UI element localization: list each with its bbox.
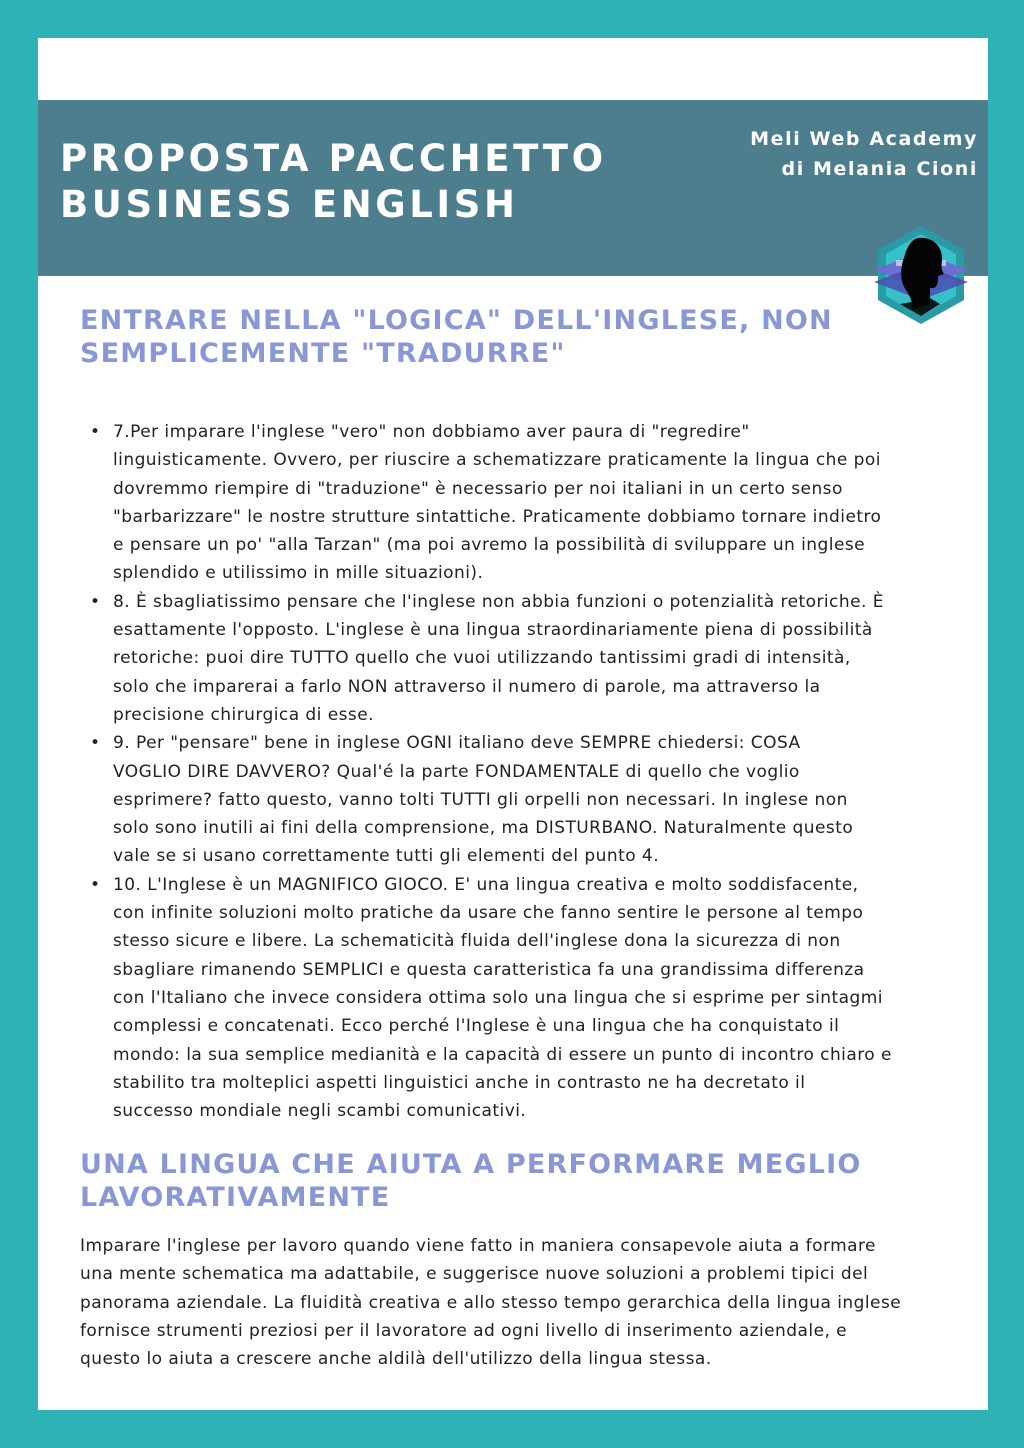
list-item-line: esprimere? fatto questo, vanno tolti TUTTI gli orpelli non necessari. In inglese non [113,789,848,810]
brand-name-line: di Melania Cioni [781,158,978,180]
list-item-line: successo mondiale negli scambi comunicativi. [113,1101,527,1122]
list-item-line: 9. Per "pensare" bene in inglese OGNI italiano deve SEMPRE chiedersi: COSA [113,733,801,754]
list-item-line: solo che imparerai a farlo NON attraverso il numero di parole, ma attraverso la [113,676,821,697]
section-heading-line: SEMPLICEMENTE "TRADURRE" [80,338,566,369]
list-item-line: VOGLIO DIRE DAVVERO? Qual'é la parte FONDAMENTALE di quello che voglio [113,761,800,782]
section-heading-line: LAVORATIVAMENTE [80,1182,391,1213]
bullet-marker: • [90,874,101,895]
list-item-line: stabilito tra molteplici aspetti linguistici anche in contrasto ne ha decretato il [113,1072,806,1093]
list-item [90,588,960,729]
paragraph-line: questo lo aiuta a crescere anche aldilà dell'utilizzo della lingua stessa. [80,1349,712,1370]
list-item [90,729,960,870]
list-item-line: 8. È sbagliatissimo pensare che l'inglese non abbia funzioni o potenzialità retoriche. È [113,591,884,612]
list-item-line: esattamente l'opposto. L'inglese è una lingua straordinariamente piena di possibilità [113,620,873,641]
body-paragraph [80,1232,960,1373]
list-item-line: retoriche: puoi dire TUTTO quello che vuoi utilizzando tantissimi gradi di intensità, [113,648,851,669]
paragraph-line: fornisce strumenti preziosi per il lavoratore ad ogni livello di inserimento aziendale, e [80,1320,848,1341]
section-heading [80,1148,940,1214]
list-item-line: con l'Italiano che invece considera ottima solo una lingua che si esprime per sintagmi [113,987,883,1008]
list-item-line: mondo: la sua semplice medianità e la capacità di essere un punto di incontro chiaro e [113,1044,892,1065]
list-item-line: con infinite soluzioni molto pratiche da usare che fanno sentire le persone al tempo [113,903,864,924]
list-item-line: 10. L'Inglese è un MAGNIFICO GIOCO. E' una lingua creativa e molto soddisfacente, [113,874,859,895]
list-item-line: precisione chirurgica di esse. [113,704,374,725]
document-title [60,136,680,228]
list-item-line: e pensare un po' "alla Tarzan" (ma poi avremo la possibilità di sviluppare un inglese [113,535,866,556]
list-item-line: complessi e concatenati. Ecco perché l'Inglese è una lingua che ha conquistato il [113,1016,840,1037]
document-title-line: PROPOSTA PACCHETTO [60,137,607,180]
section-heading-line: ENTRARE NELLA "LOGICA" DELL'INGLESE, NON [80,305,833,336]
list-item-line: solo sono inutili ai fini della comprensione, ma DISTURBANO. Naturalmente questo [113,818,854,839]
list-item-line: "barbarizzare" le nostre strutture sintattiche. Praticamente dobbiamo tornare indietro [113,506,882,527]
document-page [38,38,988,1410]
section-heading [80,304,940,370]
list-item-line: stesso sicure e libere. La schematicità fluida dell'inglese dona la sicurezza di non [113,931,841,952]
brand-name [750,124,978,184]
paragraph-line: una mente schematica ma adattabile, e suggerisce nuove soluzioni a problemi tipici del [80,1264,869,1285]
list-item [90,418,960,588]
header-banner [38,100,988,276]
bullet-marker: • [90,733,101,754]
list-item-line: dovremmo riempire di "traduzione" è necessario per noi italiani in un certo senso [113,478,843,499]
list-item [90,871,960,1126]
paragraph-line: Imparare l'inglese per lavoro quando viene fatto in maniera consapevole aiuta a formare [80,1236,876,1256]
list-item-line: splendido e utilissimo in mille situazioni). [113,563,484,584]
document-title-line: BUSINESS ENGLISH [60,183,519,226]
brand-name-line: Meli Web Academy [750,128,978,150]
bullet-marker: • [90,422,101,442]
list-item-line: linguisticamente. Ovvero, per riuscire a schematizzare praticamente la lingua che poi [113,450,881,471]
bullet-list [90,418,960,1125]
list-item-line: 7.Per imparare l'inglese "vero" non dobbiamo aver paura di "regredire" [113,422,750,442]
section-heading-line: UNA LINGUA CHE AIUTA A PERFORMARE MEGLIO [80,1149,862,1180]
paragraph-line: panorama aziendale. La fluidità creativa e allo stesso tempo gerarchica della lingua inglese [80,1292,902,1313]
list-item-line: vale se si usano correttamente tutti gli elementi del punto 4. [113,846,660,867]
bullet-marker: • [90,591,101,612]
list-item-line: sbagliare rimanendo SEMPLICI e questa caratteristica fa una grandissima differenza [113,959,865,980]
